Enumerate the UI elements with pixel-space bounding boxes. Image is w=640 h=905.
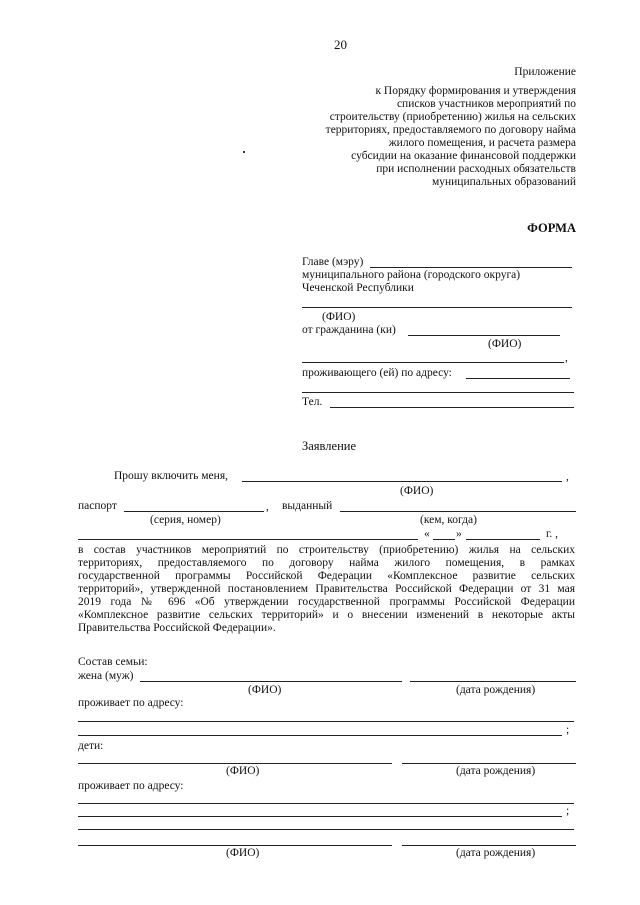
child1-birth-caption: (дата рождения) [456,765,536,777]
passport-label: паспорт [78,500,117,512]
statement-body-line: в состав участников мероприятий по строительству (приобретению) жилья на сельских [78,544,575,556]
appendix-line: строительству (приобретению) жилья на сельских [329,111,576,123]
appendix-line: при исполнении расходных обязательств [376,163,576,175]
child1-fio-caption: (ФИО) [226,765,260,777]
citizen-extra-line[interactable] [302,362,564,363]
appendix-line: муниципальных образований [431,176,576,188]
date-quote-close: » [456,528,462,540]
date-month-year-line[interactable] [466,539,540,540]
scan-dot [243,151,245,153]
addressee-fio-line[interactable] [302,307,572,308]
applicant-name-line[interactable] [242,481,562,482]
living-at-label: проживающего (ей) по адресу: [302,367,452,379]
child1-birth-line[interactable] [402,763,576,764]
issued-by-line-2[interactable] [78,539,418,540]
semicolon: ; [566,724,570,736]
appendix-line: территориях, предоставляемого по договору найма [325,124,576,136]
by-whom-when-caption: (кем, когда) [420,514,477,526]
appendix-line: к Порядку формирования и утверждения [375,85,576,97]
date-day-line[interactable] [433,539,455,540]
child2-birth-caption: (дата рождения) [456,847,536,859]
family-heading: Состав семьи: [78,656,148,668]
addressee-republic: Чеченской Республики [302,282,414,294]
spouse-address-line-2[interactable] [78,735,562,736]
addressee-name-line[interactable] [370,267,572,268]
tel-line[interactable] [330,407,574,408]
child1-name-line[interactable] [78,763,392,764]
citizen-fio-caption: (ФИО) [488,338,522,350]
spouse-address-line-1[interactable] [78,721,574,722]
spouse-fio-caption: (ФИО) [248,684,282,696]
request-label: Прошу включить меня, [114,470,228,482]
appendix-line: Приложение [514,66,576,78]
citizen-name-line[interactable] [408,335,560,336]
spouse-name-line[interactable] [140,681,402,682]
year-suffix: г. , [546,528,559,540]
issued-by-line[interactable] [340,511,576,512]
child2-fio-caption: (ФИО) [226,847,260,859]
issued-label: выданный [282,500,333,512]
comma: , [565,352,568,364]
spouse-label: жена (муж) [78,670,134,682]
spouse-lives-at-label: проживает по адресу: [78,697,184,709]
child2-name-line[interactable] [78,845,392,846]
children-label: дети: [78,740,104,752]
addressee-head-label: Главе (мэру) [302,256,364,268]
child2-line-1[interactable] [78,829,574,830]
statement-body-line: «Комплексное развитие сельских территорий» и о внесении изменений в некоторые акты [78,609,575,621]
appendix-line: жилого помещения, и расчета размера [388,137,576,149]
child-address-line-2[interactable] [78,816,562,817]
child-address-line-1[interactable] [78,803,574,804]
statement-title: Заявление [302,439,357,453]
statement-body-line: государственной программы Российской Федерации «Комплексное развитие сельских [78,570,575,582]
address-line-2[interactable] [302,392,574,393]
comma: , [566,471,569,483]
appendix-line: субсидии на оказание финансовой поддержки [351,150,576,162]
addressee-district: муниципального района (городского округа) [302,269,521,281]
spouse-birth-caption: (дата рождения) [456,684,536,696]
statement-body-line: территорий», утвержденной постановлением Правительства Российской Федерации от 31 мая [78,583,575,595]
passport-number-line[interactable] [124,511,264,512]
addressee-fio-caption: (ФИО) [322,311,356,323]
tel-label: Тел. [302,396,323,408]
applicant-fio-caption: (ФИО) [400,485,434,497]
form-label: ФОРМА [527,221,576,235]
page-number: 20 [334,37,347,52]
series-number-caption: (серия, номер) [150,514,221,526]
statement-body-last: Правительства Российской Федерации». [78,622,276,634]
address-line-1[interactable] [466,378,570,379]
spouse-birth-line[interactable] [410,681,576,682]
comma: , [266,501,269,513]
semicolon: ; [566,805,570,817]
child2-birth-line[interactable] [402,845,576,846]
appendix-line: списков участников мероприятий по [396,98,576,110]
from-citizen-label: от гражданина (ки) [302,324,396,336]
statement-body-line: 2019 года № 696 «Об утверждении государственной программы Российской Федерации [78,596,575,608]
child-lives-at-label: проживает по адресу: [78,780,184,792]
statement-body-line: территориях, предоставляемого по договору найма жилого помещения, в рамках [78,557,575,569]
date-quote-open: « [424,528,430,540]
